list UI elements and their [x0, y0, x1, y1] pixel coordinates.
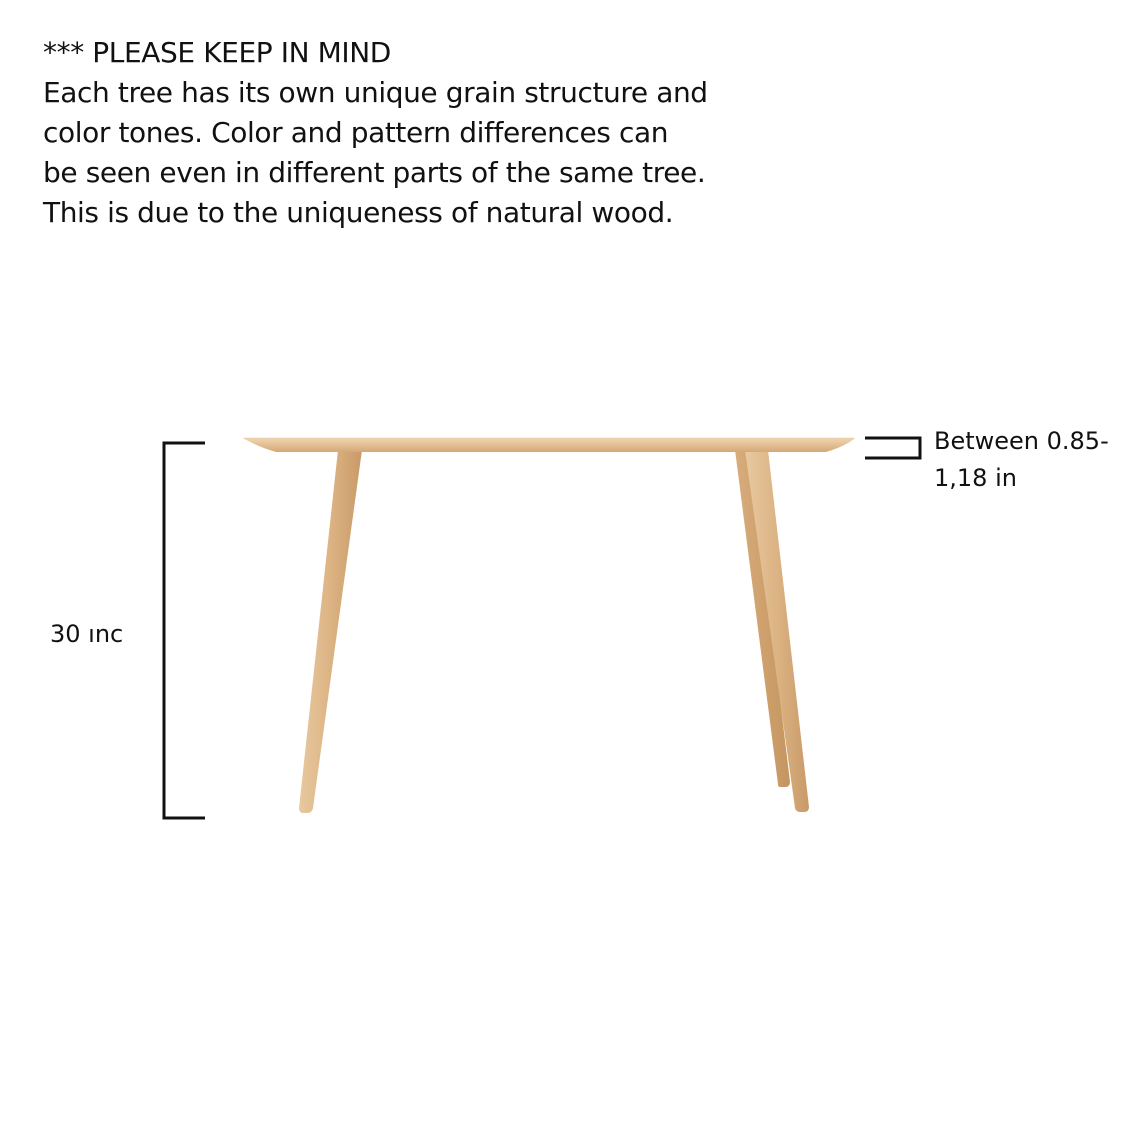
notice-line: color tones. Color and pattern differences can	[43, 116, 669, 149]
table-leg-front-left	[299, 450, 362, 813]
notice-line: be seen even in different parts of the same tree.	[43, 156, 706, 189]
thickness-label-line: Between 0.85-	[934, 427, 1109, 455]
thickness-label-line: 1,18 in	[934, 464, 1017, 492]
thickness-bracket	[865, 438, 920, 458]
notice-heading: *** PLEASE KEEP IN MIND	[43, 36, 391, 69]
table-top	[243, 438, 855, 452]
notice-line: This is due to the uniqueness of natural wood.	[43, 196, 674, 229]
height-bracket	[164, 443, 205, 818]
height-label: 30 ınc	[50, 620, 124, 648]
notice-line: Each tree has its own unique grain structure and	[43, 76, 708, 109]
thickness-label	[934, 423, 1109, 497]
